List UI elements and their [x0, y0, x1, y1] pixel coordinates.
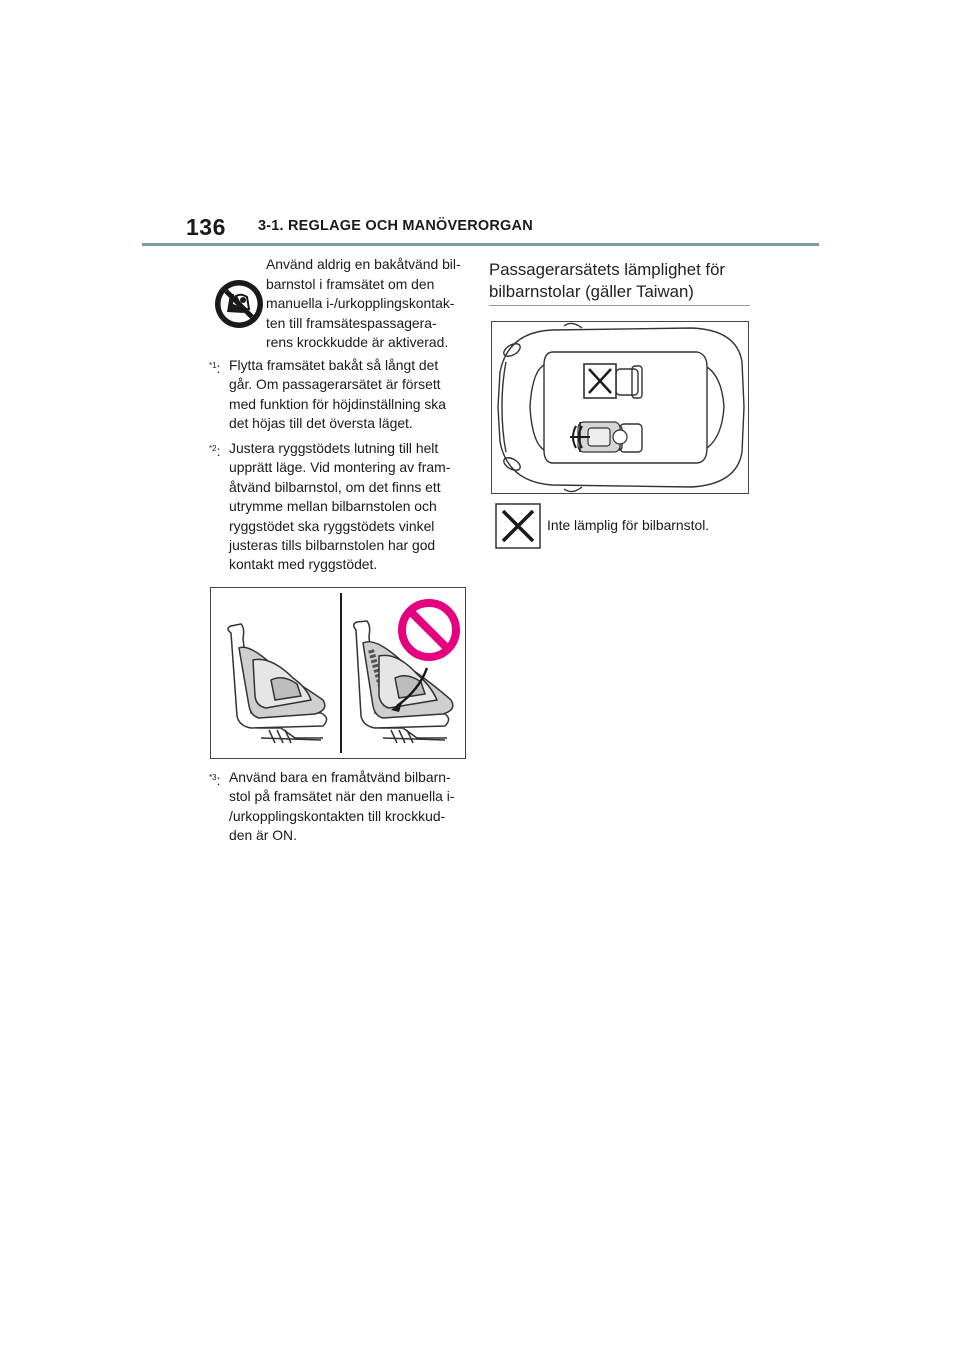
section-title: 3-1. REGLAGE OCH MANÖVERORGAN — [258, 218, 533, 234]
taiwan-section-heading — [489, 259, 749, 302]
warning-text — [266, 255, 471, 353]
warning-line: barnstol i framsätet om den — [266, 275, 435, 292]
footnote-line: ryggstödet ska ryggstödets vinkel — [229, 517, 435, 534]
heading-line: bilbarnstolar (gäller Taiwan) — [489, 281, 694, 301]
footnote-line: det höjas till det översta läget. — [229, 415, 413, 432]
footnote-2 — [209, 439, 471, 575]
footnote-line: kontakt med ryggstödet. — [229, 556, 378, 573]
prohibition-icon — [402, 603, 456, 657]
heading-rule — [489, 305, 750, 306]
seat-backrest-illustration — [210, 587, 466, 759]
footnote-line: stol på framsätet när den manuella i- — [229, 788, 455, 805]
footnote-line: åtvänd bilbarnstol, om det finns ett — [229, 478, 441, 495]
footnote-line: justeras tills bilbarnstolen har god — [229, 537, 436, 554]
warning-line: rens krockkudde är aktiverad. — [266, 334, 449, 350]
car-top-view-illustration — [491, 321, 749, 494]
footnote-line: den är ON. — [229, 827, 297, 844]
header-rule — [142, 243, 819, 246]
footnote-line: med funktion för höjdinställning ska — [229, 395, 446, 412]
footnote-marker: $^{*3}$: — [209, 772, 221, 788]
upright-seat-with-child-seat — [228, 624, 327, 743]
footnote-line: Använd bara en framåtvänd bilbarn- — [229, 769, 451, 785]
footnote-marker: $^{*1}$: — [209, 360, 221, 376]
footnote-1 — [209, 356, 471, 434]
footnote-line: utrymme mellan bilbarnstolen och — [229, 498, 437, 515]
heading-line: Passagerarsätets lämplighet för — [489, 260, 725, 279]
no-rear-facing-child-seat-icon — [214, 279, 264, 329]
x-mark-icon — [495, 503, 541, 549]
page-number: 136 — [186, 214, 226, 240]
footnote-line: Justera ryggstödets lutning till helt — [229, 440, 439, 456]
warning-line: manuella i-/urkopplingskontak- — [266, 295, 455, 311]
footnote-marker: $^{*2}$: — [209, 443, 221, 459]
legend-text: Inte lämplig för bilbarnstol. — [547, 517, 710, 533]
footnote-line: går. Om passagerarsätet är försett — [229, 376, 441, 393]
x-mark-icon — [584, 364, 616, 398]
footnote-3 — [209, 768, 471, 846]
footnote-line: Flytta framsätet bakåt så långt det — [229, 357, 439, 373]
footnote-line: upprätt läge. Vid montering av fram- — [229, 459, 451, 476]
warning-line: Använd aldrig en bakåtvänd bil- — [266, 256, 461, 272]
footnote-line: /urkopplingskontakten till krockkud- — [229, 807, 446, 824]
child-seat-icon — [570, 422, 627, 452]
warning-line: ten till framsätespassagera- — [266, 314, 437, 331]
